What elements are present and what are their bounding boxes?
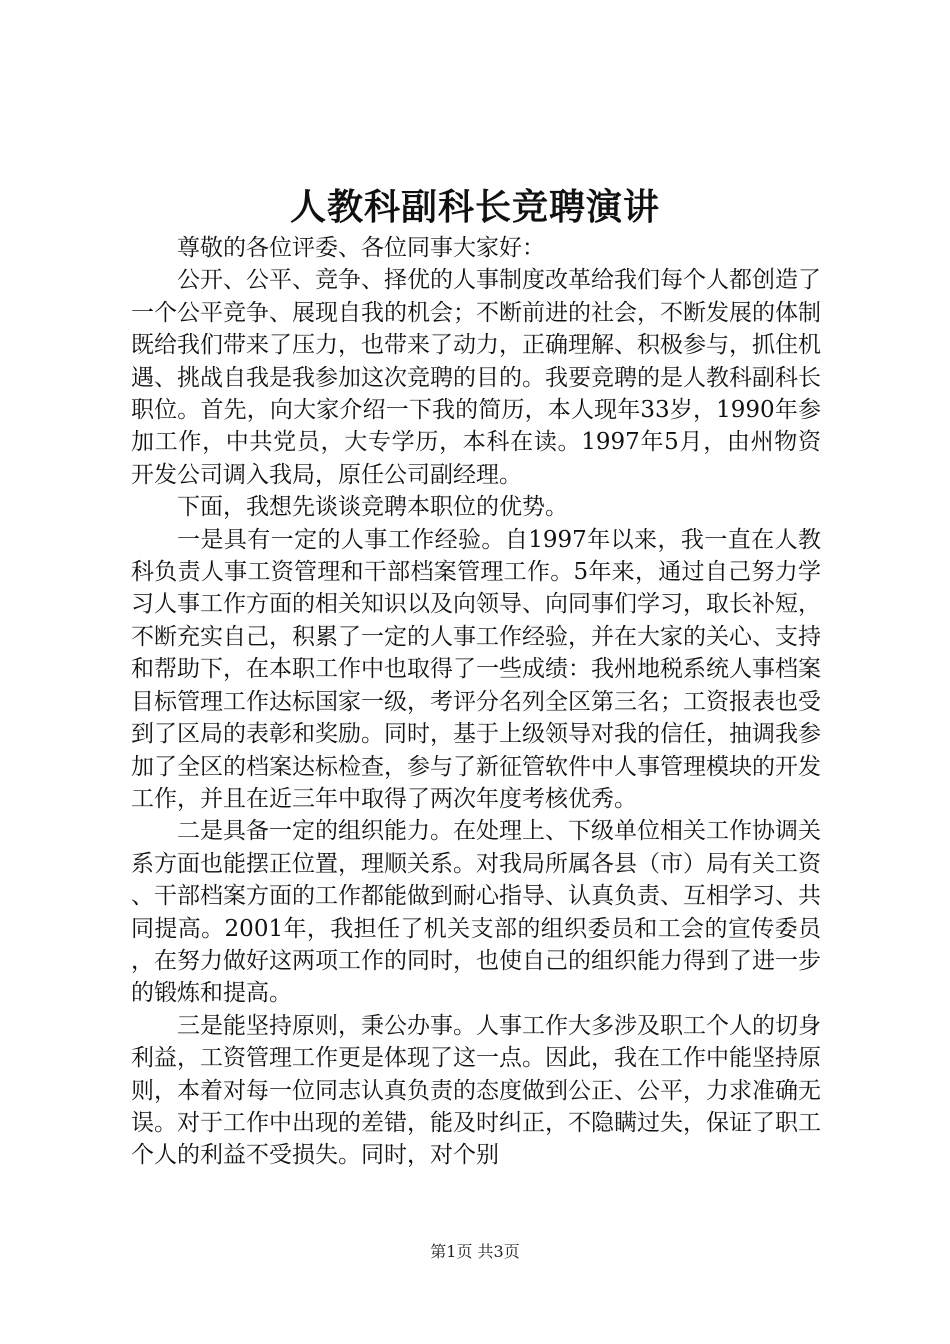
organization-paragraph: 二是具备一定的组织能力。在处理上、下级单位相关工作协调关系方面也能摆正位置，理顺关系。对我局所属各县（市）局有关工资、干部档案方面的工作都能做到耐心指导、认真负责、互相学习、共同提高。2001年，我担任了机关支部的组织委员和工会的宣传委员，在努力做好这两项工作的同时，也使自己的组织能力得到了进一步的锻炼和提高。 xyxy=(131,818,821,1007)
page-footer: 第1页 共3页 xyxy=(430,1242,520,1261)
transition-paragraph: 下面，我想先谈谈竞聘本职位的优势。 xyxy=(177,494,568,521)
principle-paragraph: 三是能坚持原则，秉公办事。人事工作大多涉及职工个人的切身利益，工资管理工作更是体现了这一点。因此，我在工作中能坚持原则，本着对每一位同志认真负责的态度做到公正、公平，力求准确无误。对于工作中出现的差错，能及时纠正，不隐瞒过失，保证了职工个人的利益不受损失。同时，对个别 xyxy=(131,1012,821,1169)
intro-paragraph: 公开、公平、竞争、择优的人事制度改革给我们每个人都创造了一个公平竞争、展现自我的机会；不断前进的社会，不断发展的体制既给我们带来了压力，也带来了动力，正确理解、积极参与，抓住机遇、挑战自我是我参加这次竞聘的目的。我要竞聘的是人教科副科长职位。首先，向大家介绍一下我的简历，本人现年33岁，1990年参加工作，中共党员，大专学历，本科在读。1997年5月，由州物资开发公司调入我局，原任公司副经理。 xyxy=(131,267,821,488)
greeting-paragraph: 尊敬的各位评委、各位同事大家好： xyxy=(177,235,545,261)
experience-paragraph: 一是具有一定的人事工作经验。自1997年以来，我一直在人教科负责人事工资管理和干部档案管理工作。5年来，通过自己努力学习人事工作方面的相关知识以及向领导、向同事们学习，取长补短，不断充实自己，积累了一定的人事工作经验，并在大家的关心、支持和帮助下，在本职工作中也取得了一些成绩：我州地税系统人事档案目标管理工作达标国家一级，考评分名列全区第三名；工资报表也受到了区局的表彰和奖励。同时，基于上级领导对我的信任，抽调我参加了全区的档案达标检查，参与了新征管软件中人事管理模块的开发工作，并且在近三年中取得了两次年度考核优秀。 xyxy=(131,526,821,812)
document-title: 人教科副科长竞聘演讲 xyxy=(289,186,660,228)
document-body xyxy=(131,232,821,1172)
